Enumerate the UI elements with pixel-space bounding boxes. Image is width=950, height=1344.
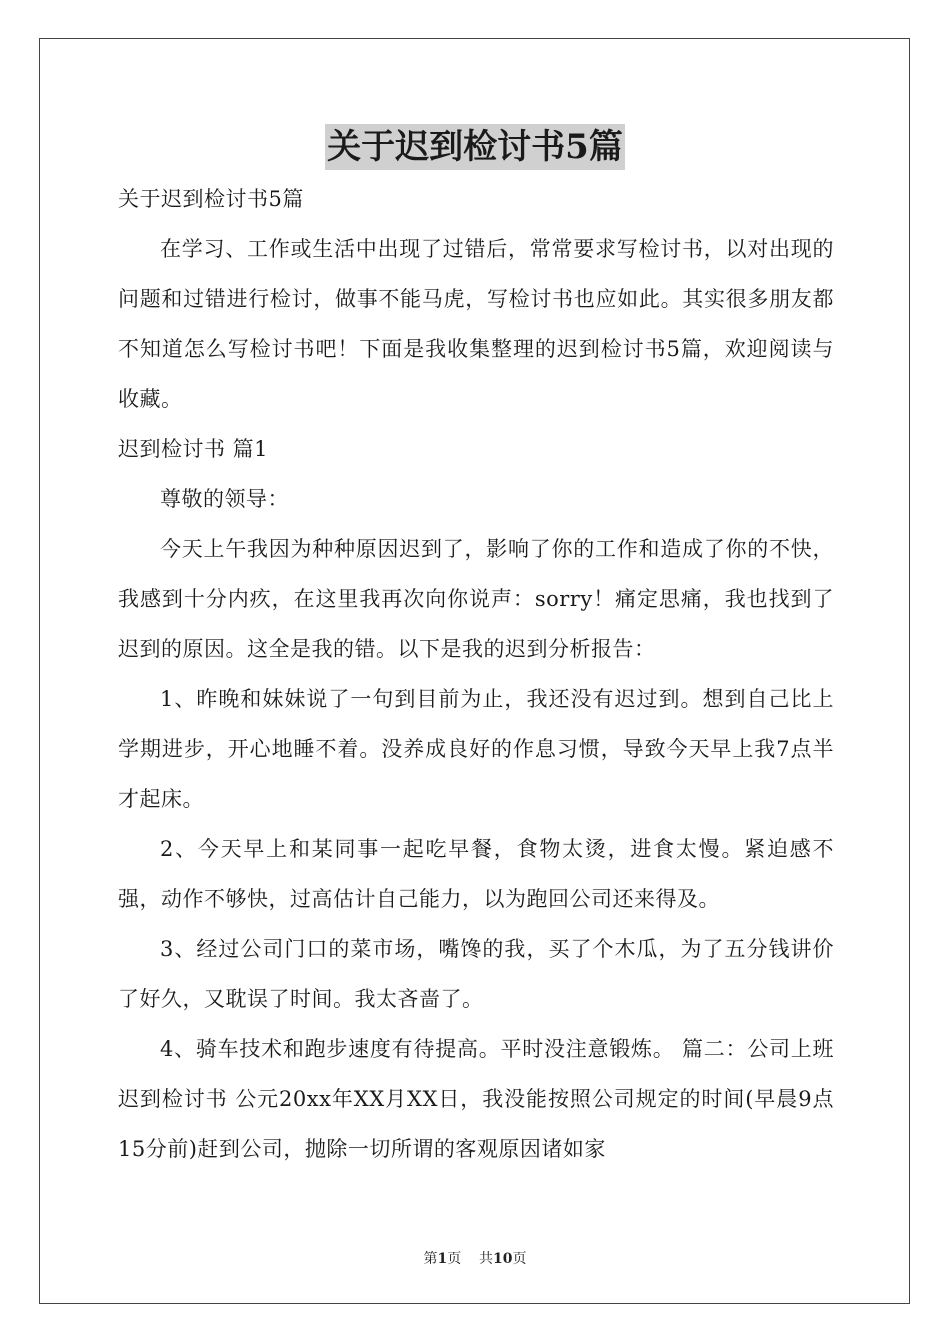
- body-paragraph: 3、经过公司门口的菜市场，嘴馋的我，买了个木瓜，为了五分钱讲价了好久，又耽误了时间。我太吝啬了。: [118, 937, 834, 1011]
- footer-mid: 页 共: [447, 1251, 494, 1267]
- intro-paragraph: 在学习、工作或生活中出现了过错后，常常要求写检讨书，以对出现的问题和过错进行检讨，做事不能马虎，写检讨书也应如此。其实很多朋友都不知道怎么写检讨书吧！下面是我收集整理的迟到检讨书5篇，欢迎阅读与收藏。: [118, 237, 834, 411]
- body-paragraph: 4、骑车技术和跑步速度有待提高。平时没注意锻炼。 篇二：公司上班迟到检讨书 公元20xx年XX月XX日，我没能按照公司规定的时间(早晨9点15分前)赶到公司，抛除一切所谓的客观原因诸如家: [118, 1037, 834, 1161]
- footer-prefix: 第: [423, 1251, 438, 1267]
- page-footer: [0, 1248, 950, 1268]
- footer-total-pages: 10: [493, 1251, 513, 1267]
- body-paragraph: 1、昨晚和妹妹说了一句到目前为止，我还没有迟过到。想到自己比上学期进步，开心地睡不着。没养成良好的作息习惯，导致今天早上我7点半才起床。: [118, 687, 834, 811]
- section-heading: 迟到检讨书 篇1: [118, 437, 269, 461]
- body-paragraph: 今天上午我因为种种原因迟到了，影响了你的工作和造成了你的不快，我感到十分内疚，在这里我再次向你说声：sorry！痛定思痛，我也找到了迟到的原因。这全是我的错。以下是我的迟到分析报告：: [118, 537, 834, 661]
- document-subtitle: 关于迟到检讨书5篇: [118, 187, 304, 211]
- document-title: 关于迟到检讨书5篇: [325, 124, 625, 170]
- title-container: [0, 124, 950, 170]
- body-paragraph: 2、今天早上和某同事一起吃早餐，食物太烫，进食太慢。紧迫感不强，动作不够快，过高估计自己能力，以为跑回公司还来得及。: [118, 837, 834, 911]
- footer-suffix: 页: [512, 1251, 527, 1267]
- greeting-line: 尊敬的领导：: [160, 487, 289, 511]
- footer-current-page: 1: [437, 1251, 448, 1267]
- document-body: [118, 180, 834, 1174]
